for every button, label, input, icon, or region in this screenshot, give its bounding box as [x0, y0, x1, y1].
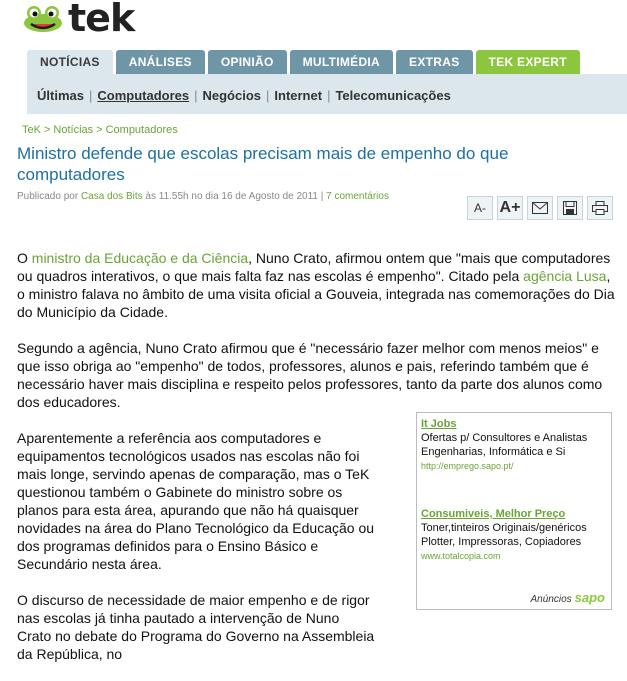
subnav-computadores[interactable]: Computadores — [97, 88, 190, 103]
comments-link[interactable]: 7 comentários — [326, 191, 389, 202]
paragraph-1 — [17, 249, 617, 321]
paragraph-text: O — [17, 250, 32, 266]
paragraph-3: Aparentemente a referência aos computadores e equipamentos tecnológicos usados nas escolas não foi mais longe, servindo apenas de comparação, mas o TeK questionou também o Gabinete do ministro sobre os planos para esta área, apurando que não há quaisquer novidades na área do Plano Tecnológico da Educação ou dos programas definidos para o Ensino Básico e Secundário nesta área. — [17, 430, 375, 572]
logo-text: tek — [68, 0, 135, 40]
sapo-logo[interactable]: sapo — [574, 590, 605, 605]
tek-logo[interactable] — [22, 2, 142, 38]
author-link[interactable]: Casa dos Bits — [80, 191, 143, 202]
subnav-separator: | — [88, 88, 93, 103]
print-button[interactable] — [587, 196, 613, 220]
ad-url[interactable]: http://emprego.sapo.pt/ — [421, 461, 514, 471]
tab-noticias[interactable]: NOTÍCIAS — [27, 50, 113, 74]
envelope-icon — [532, 202, 548, 214]
ad-description: Ofertas p/ Consultores e Analistas Engenharias, Informática e Si — [421, 432, 588, 458]
ad-title-it-jobs[interactable]: It Jobs — [421, 418, 457, 430]
font-bigger-button[interactable]: A+ — [497, 196, 523, 220]
ad-box — [416, 412, 612, 610]
paragraph-text: , Nuno Crato, afirmou ontem que "mais que computadores ou quadros interativos, o que mais falta faz nas escolas é empenho". Citado pela — [17, 250, 611, 284]
frog-logo-icon — [22, 5, 64, 33]
publish-time: às 11.55h no dia 16 de Agosto de 2011 | — [145, 191, 324, 202]
main-nav-tabs — [27, 50, 580, 74]
breadcrumb — [22, 124, 178, 136]
link-agencia-lusa[interactable]: agência Lusa — [523, 268, 607, 284]
subnav-separator: | — [327, 88, 331, 103]
sub-nav-bar — [27, 74, 627, 114]
paragraph-text: , o ministro falava no âmbito de uma visita oficial a Gouveia, integrada nas comemorações do Dia do Município da Cidade. — [17, 268, 615, 320]
subnav-ultimas[interactable]: Últimas — [37, 88, 84, 103]
article-tools — [467, 196, 613, 220]
save-button[interactable] — [557, 196, 583, 220]
ad-url[interactable]: www.totalcopia.com — [421, 551, 501, 561]
breadcrumb-computadores[interactable]: Computadores — [105, 124, 178, 136]
email-button[interactable] — [527, 196, 553, 220]
article-title: Ministro defende que escolas precisam mais de empenho do que computadores — [17, 144, 509, 184]
ad-item — [421, 507, 611, 563]
tab-extras[interactable]: EXTRAS — [396, 50, 472, 74]
breadcrumb-separator: > — [96, 124, 103, 136]
tab-tek-expert[interactable]: TEK EXPERT — [476, 50, 580, 74]
article-meta — [17, 191, 389, 202]
link-ministro[interactable]: ministro da Educação e da Ciência — [31, 250, 249, 266]
ad-title-consumiveis[interactable]: Consumiveis, Melhor Preço — [421, 508, 566, 520]
breadcrumb-noticias[interactable]: Notícias — [53, 124, 94, 136]
ad-description: Toner,tinteiros Originais/genéricos Plotter, Impressoras, Copiadores — [421, 522, 587, 548]
tab-opiniao[interactable]: OPINIÃO — [208, 50, 287, 74]
font-smaller-button[interactable]: A- — [467, 196, 493, 220]
subnav-separator: | — [266, 88, 270, 103]
subnav-internet[interactable]: Internet — [274, 88, 323, 103]
tab-analises[interactable]: ANÁLISES — [116, 50, 205, 74]
ad-item — [421, 417, 611, 473]
subnav-telecomunicacoes[interactable]: Telecomunicações — [335, 88, 451, 103]
printer-icon — [592, 201, 608, 215]
breadcrumb-separator: > — [43, 124, 51, 136]
save-disk-icon — [563, 201, 577, 215]
tab-multimedia[interactable]: MULTIMÉDIA — [290, 50, 393, 74]
breadcrumb-tek[interactable]: TeK — [22, 124, 41, 136]
subnav-negocios[interactable]: Negócios — [202, 88, 261, 103]
subnav-separator: | — [194, 88, 198, 103]
ads-label: Anúncios — [530, 594, 572, 605]
paragraph-4: O discurso de necessidade de maior empenho e de rigor nas escolas já tinha pautado a intervenção de Nuno Crato no debate do Programa do Governo na Assembleia da República, no — [17, 592, 375, 662]
ad-footer — [531, 590, 605, 605]
published-by-label: Publicado por — [17, 191, 79, 202]
paragraph-2: Segundo a agência, Nuno Crato afirmou que é "necessário fazer melhor com menos meios" e que isso obriga ao "empenho" de todos, professores, alunos e pais, referindo também que é necessário haver mais disciplina e respeito pelos professores, tanto da parte dos alunos como dos educadores. — [17, 340, 603, 410]
